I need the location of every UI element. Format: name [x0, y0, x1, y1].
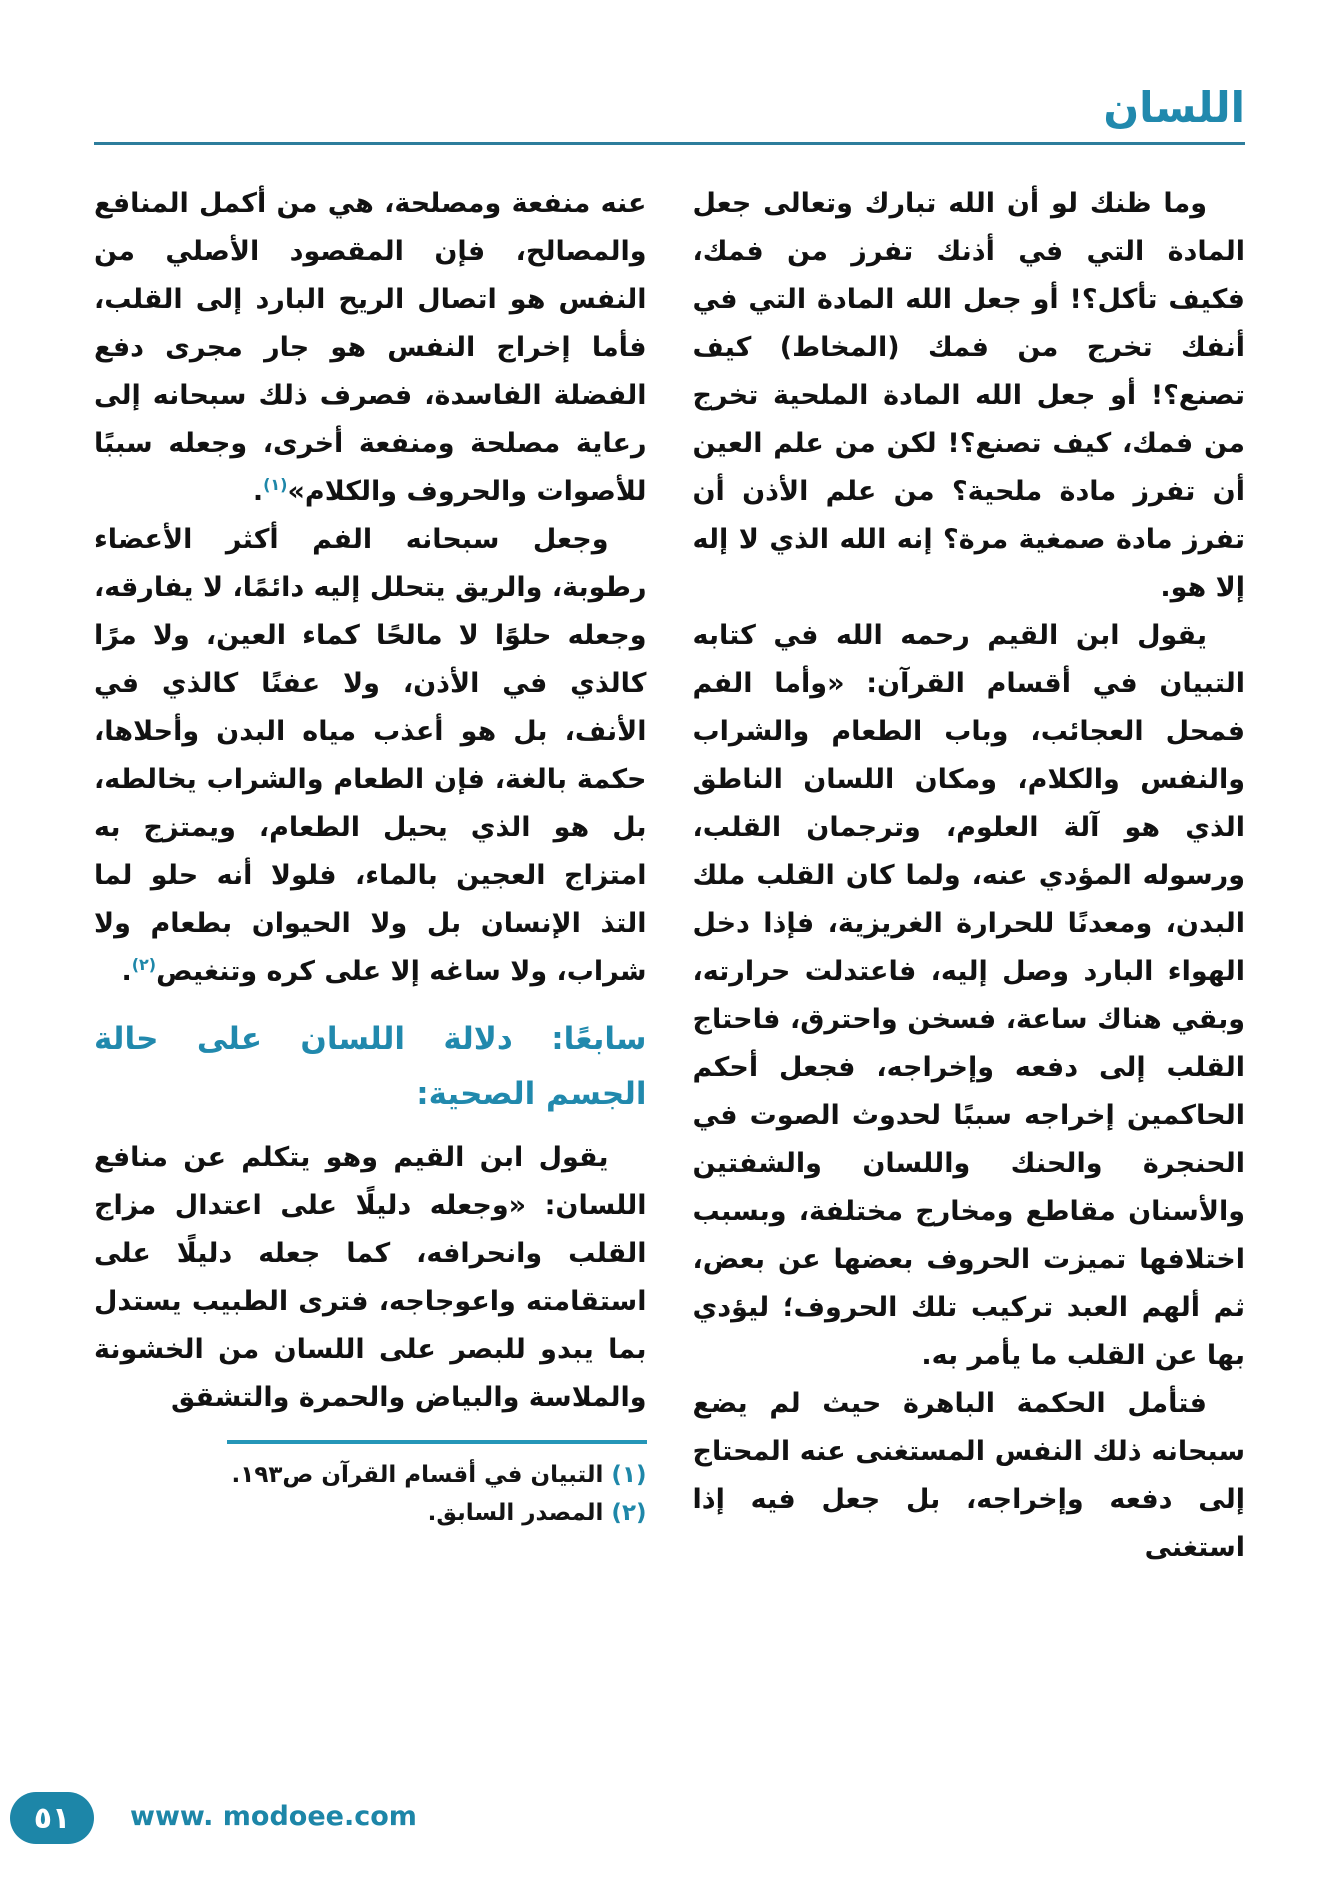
paragraph	[94, 180, 647, 516]
paragraph-suffix: .	[121, 956, 132, 987]
paragraph: يقول ابن القيم وهو يتكلم عن منافع اللسان: «وجعله دليلًا على اعتدال مزاج القلب وانحرافه، كما جعله دليلًا على استقامته واعوجاجه، فترى الطبيب يستدل بما يبدو للبصر على اللسان من الخشونة والملاسة والبياض والحمرة والتشقق	[94, 1142, 647, 1413]
paragraph-suffix: .	[252, 476, 264, 507]
paragraph: يقول ابن القيم رحمه الله في كتابه التبيان في أقسام القرآن: «وأما الفم فمحل العجائب، وباب الطعام والشراب والنفس والكلام، ومكان اللسان الناطق الذي هو آلة العلوم، وترجمان القلب، ورسوله المؤدي عنه، ولما كان القلب ملك البدن، ومعدنًا للحرارة الغريزية، فإذا دخل الهواء البارد وصل إليه، فاعتدلت حرارته، وبقي هناك ساعة، فسخن واحترق، فاحتاج القلب إلى دفعه وإخراجه، فجعل أحكم الحاكمين إخراجه سببًا لحدوث الصوت في الحنجرة والحنك واللسان والشفتين والأسنان مقاطع ومخارج مختلفة، وبسبب اختلافها تميزت الحروف بعضها عن بعض، ثم ألهم العبد تركيب تلك الحروف؛ ليؤدي بها عن القلب ما يأمر به.	[692, 620, 1245, 1371]
left-column	[94, 180, 647, 1572]
section-heading: سابعًا: دلالة اللسان على حالة الجسم الصحية:	[94, 1021, 647, 1112]
page-number-badge: ٥١	[10, 1792, 94, 1844]
footnote-text: المصدر السابق.	[427, 1500, 604, 1526]
paragraph-text: وجعل سبحانه الفم أكثر الأعضاء رطوبة، والريق يتحلل إليه دائمًا، لا يفارقه، وجعله حلوًا لا مالحًا كماء العين، ولا مرًا كالذي في الأذن، ولا عفنًا كالذي في الأنف، بل هو أعذب مياه البدن وأحلاها، حكمة بالغة، فإن الطعام والشراب يخالطه، بل هو الذي يحيل الطعام، ويمتزج به امتزاج العجين بالماء، فلولا أنه حلو لما التذ الإنسان بل ولا الحيوان بطعام ولا شراب، ولا ساغه إلا على كره وتنغيص	[94, 524, 647, 987]
footnote-number: (١)	[611, 1462, 647, 1488]
footnote-item	[227, 1494, 647, 1532]
page-header	[94, 84, 1245, 145]
page-title: اللسان	[1103, 83, 1245, 132]
website-link[interactable]: www. modoee.com	[130, 1801, 417, 1832]
right-column	[693, 180, 1246, 1572]
page-content	[94, 180, 1245, 1572]
footnote-text: التبيان في أقسام القرآن ص١٩٣.	[231, 1462, 604, 1488]
footnote-ref-2: (٢)	[131, 955, 157, 974]
footnote-ref-1: (١)	[263, 475, 288, 494]
paragraph: فتأمل الحكمة الباهرة حيث لم يضع سبحانه ذلك النفس المستغنى عنه المحتاج إلى دفعه وإخراجه، بل جعل فيه إذا استغنى	[692, 1388, 1245, 1563]
footnotes	[227, 1456, 647, 1532]
footnote-divider	[227, 1440, 647, 1444]
footnote-number: (٢)	[611, 1500, 647, 1526]
paragraph: وما ظنك لو أن الله تبارك وتعالى جعل المادة التي في أذنك تفرز من فمك، فكيف تأكل؟! أو جعل الله المادة التي في أنفك تخرج من فمك (المخاط) كيف تصنع؟! أو جعل الله المادة الملحية تخرج من فمك، كيف تصنع؟! لكن من علم العين أن تفرز مادة ملحية؟ من علم الأذن أن تفرز مادة صمغية مرة؟ إنه الله الذي لا إله إلا هو.	[692, 188, 1245, 603]
footnote-item	[227, 1456, 647, 1494]
paragraph-text: عنه منفعة ومصلحة، هي من أكمل المنافع والمصالح، فإن المقصود الأصلي من النفس هو اتصال الريح البارد إلى القلب، فأما إخراج النفس هو جار مجرى دفع الفضلة الفاسدة، فصرف ذلك سبحانه إلى رعاية مصلحة ومنفعة أخرى، وجعله سببًا للأصوات والحروف والكلام»	[94, 188, 647, 507]
paragraph	[94, 516, 647, 996]
